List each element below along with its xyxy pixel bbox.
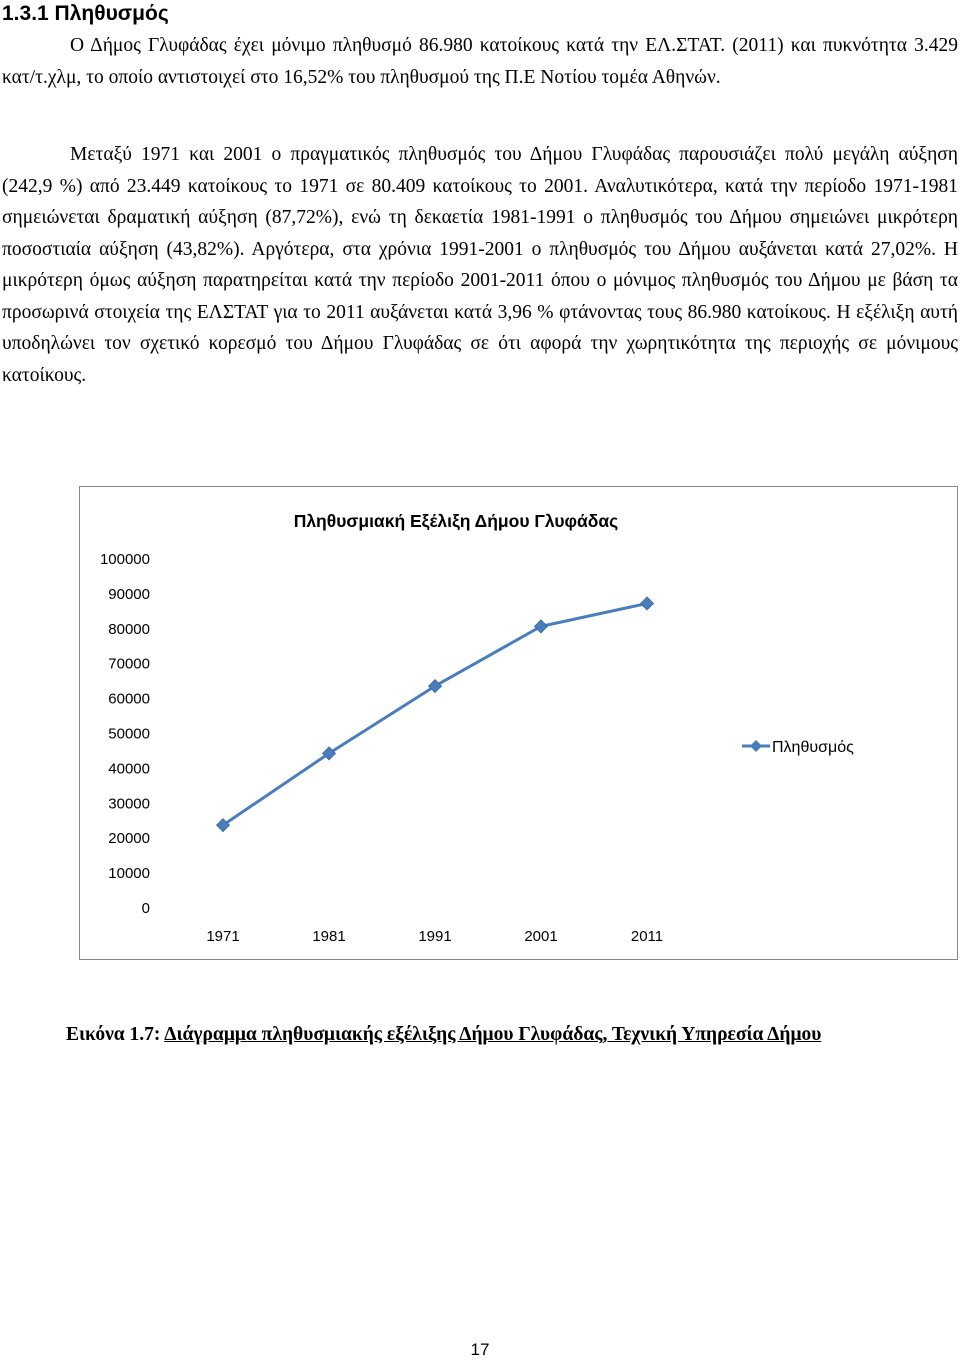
section-heading: 1.3.1 Πληθυσμός	[2, 2, 169, 25]
data-point-marker	[535, 620, 548, 633]
x-tick-label: 2011	[630, 928, 664, 945]
x-axis-tick-labels	[206, 928, 663, 945]
y-tick-label: 30000	[108, 795, 150, 813]
x-tick-label: 1991	[418, 928, 452, 945]
y-tick-label: 10000	[108, 865, 150, 883]
legend	[742, 739, 854, 756]
population-chart	[79, 486, 958, 960]
population-analysis-paragraph: Μεταξύ 1971 και 2001 ο πραγματικός πληθυσμός του Δήμου Γλυφάδας παρουσιάζει πολύ μεγάλη αύξηση (242,9 %) από 23.449 κατοίκους το 1971 σε 80.409 κατοίκους το 2001. Αναλυτικότερα, κατά την περίοδο 1971-1981 σημειώνεται δραματική αύξηση (87,72%), ενώ τη δεκαετία 1981-1991 ο πληθυσμός του Δήμου σημειώνει μικρότερη ποσοστιαία αύξηση (43,82%). Αργότερα, στα χρόνια 1991-2001 ο πληθυσμός του Δήμου αυξάνεται κατά 27,02%. Η μικρότερη όμως αύξηση παρατηρείται κατά την περίοδο 2001-2011 όπου ο μόνιμος πληθυσμός του Δήμου με βάση τα προσωρινά στοιχεία της ΕΛΣΤΑΤ για το 2011 αυξάνεται κατά 3,96 % φτάνοντας τους 86.980 κατοίκους. Η εξέλιξη αυτή υποδηλώνει τον σχετικό κορεσμό του Δήμου Γλυφάδας σε ότι αφορά την χωρητικότητα της περιοχής σε μόνιμους κατοίκους.	[2, 144, 958, 386]
x-tick-label: 1971	[206, 928, 240, 945]
y-tick-label: 80000	[108, 620, 150, 638]
y-tick-label: 60000	[108, 690, 150, 708]
data-point-marker	[641, 597, 654, 610]
page-number: 17	[470, 1340, 490, 1359]
x-tick-label: 2001	[524, 928, 558, 945]
y-axis-tick-labels	[100, 551, 150, 917]
series-markers	[217, 597, 654, 832]
y-tick-label: 100000	[99, 551, 150, 568]
y-tick-label: 90000	[108, 585, 150, 603]
x-tick-label: 1981	[312, 928, 346, 945]
y-tick-label: 50000	[108, 725, 150, 743]
population-chart-svg	[80, 487, 959, 961]
legend-marker	[750, 740, 762, 752]
y-tick-label: 20000	[108, 830, 150, 848]
caption-label: Εικόνα 1.7:	[66, 1024, 161, 1045]
legend-label: Πληθυσμός	[772, 739, 854, 756]
series-line-population	[223, 603, 647, 825]
figure-caption	[66, 1024, 821, 1046]
y-tick-label: 0	[141, 900, 150, 917]
intro-paragraph: Ο Δήμος Γλυφάδας έχει μόνιμο πληθυσμό 86.980 κατοίκους κατά την ΕΛ.ΣΤΑΤ. (2011) και πυκνότητα 3.429 κατ/τ.χλμ, το οποίο αντιστοιχεί στο 16,52% του πληθυσμού της Π.Ε Νοτίου τομέα Αθηνών.	[2, 35, 958, 88]
caption-text: Διάγραμμα πληθυσμιακής εξέλιξης Δήμου Γλυφάδας, Τεχνική Υπηρεσία Δήμου	[164, 1024, 822, 1045]
y-tick-label: 70000	[108, 655, 150, 673]
y-tick-label: 40000	[108, 760, 150, 778]
chart-title: Πληθυσμιακή Εξέλιξη Δήμου Γλυφάδας	[293, 511, 619, 531]
